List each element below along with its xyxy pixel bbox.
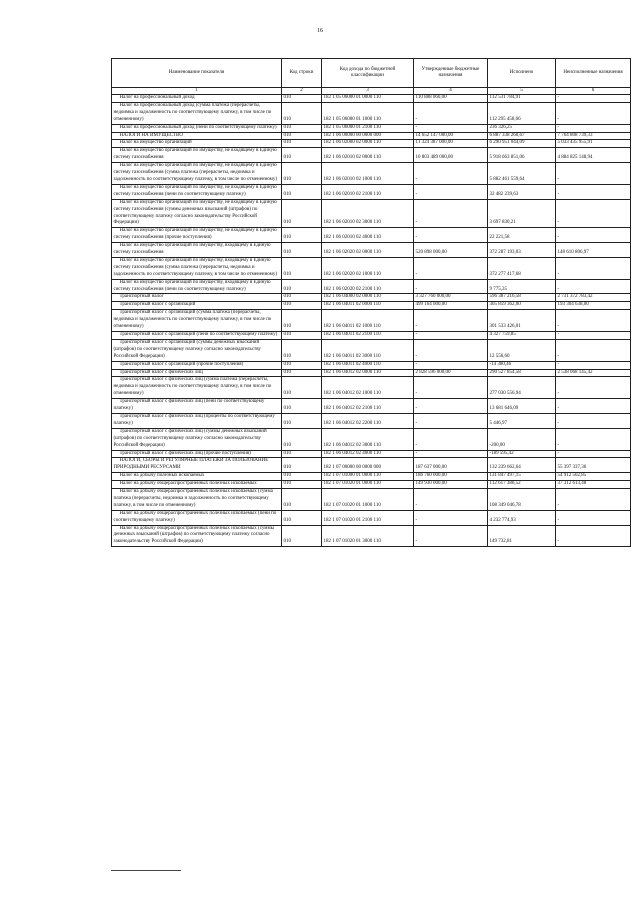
row-remaining: - [556, 450, 631, 458]
row-name: НАЛОГИ НА ИМУЩЕСТВО [112, 132, 282, 140]
row-approved: - [414, 102, 488, 124]
row-name: Налог на добычу общераспространенных полезных ископаемых (пени по соответствующему платежу) [112, 510, 282, 525]
row-line-code: 010 [282, 243, 322, 258]
row-remaining: - [556, 377, 631, 399]
header-executed: Исполнено [488, 59, 556, 88]
row-line-code: 010 [282, 184, 322, 199]
row-remaining: - [556, 184, 631, 199]
row-line-code: 010 [282, 228, 322, 243]
row-approved: - [414, 163, 488, 185]
row-income-code: 182 1 06 04012 02 2100 110 [322, 399, 414, 414]
row-executed: 6 887 338 260,67 [488, 132, 556, 140]
row-income-code: 182 1 07 01000 01 0000 110 [322, 473, 414, 481]
column-number-row [112, 88, 631, 95]
row-approved: - [414, 450, 488, 458]
row-approved: - [414, 257, 488, 279]
row-name: Налог на профессиональный доход (сумма платежа (перерасчеты, недоимка и задолженность по соответствующему платежу, в том числе по отмененному) [112, 102, 282, 124]
row-line-code: 010 [282, 132, 322, 140]
row-approved: - [414, 199, 488, 228]
row-executed: 131 847 497,15 [488, 473, 556, 481]
row-executed: -200,00 [488, 428, 556, 450]
row-remaining: - [556, 310, 631, 332]
row-line-code: 010 [282, 332, 322, 340]
column-number: 3 [322, 88, 414, 95]
row-income-code: 182 1 06 02010 02 0000 110 [322, 148, 414, 163]
row-line-code: 010 [282, 140, 322, 148]
table-row [112, 243, 631, 258]
row-name: Налог на добычу общераспространенных полезных ископаемых (суммы денежных взысканий (штрафов) по соответствующему платежу согласно законодательству Российской Федерации) [112, 525, 282, 547]
table-row [112, 428, 631, 450]
row-income-code: 182 1 06 02020 02 2100 110 [322, 279, 414, 294]
row-line-code: 010 [282, 124, 322, 132]
row-name: Налог на имущество организаций по имуществу, входящему в Единую систему газоснабжения (пени по соответствующему платежу) [112, 279, 282, 294]
row-remaining: - [556, 413, 631, 428]
row-approved: 3 327 760 000,00 [414, 294, 488, 302]
row-executed: 5 882 461 559,64 [488, 163, 556, 185]
row-line-code: 010 [282, 473, 322, 481]
row-remaining: - [556, 163, 631, 185]
row-remaining: - [556, 279, 631, 294]
row-income-code: 182 1 06 02010 02 2100 110 [322, 184, 414, 199]
row-executed: 108 349 046,78 [488, 489, 556, 511]
row-executed: 236 326,25 [488, 124, 556, 132]
row-name: Налог на добычу общераспространенных полезных ископаемых (сумма платежа (перерасчеты, недоимка и задолженность по соответствующему платежу, в том числе по отмененному) [112, 489, 282, 511]
row-income-code: 182 1 06 04000 02 0000 110 [322, 294, 414, 302]
table-row [112, 95, 631, 103]
table-row [112, 310, 631, 332]
table-row [112, 489, 631, 511]
table-row [112, 132, 631, 140]
row-approved: - [414, 399, 488, 414]
row-line-code: 010 [282, 450, 322, 458]
row-executed: 290 527 854,58 [488, 369, 556, 377]
row-line-code: 010 [282, 339, 322, 361]
row-approved: - [414, 413, 488, 428]
row-income-code: 182 1 06 04011 02 0000 110 [322, 302, 414, 310]
row-executed: 4 327 759,85 [488, 332, 556, 340]
row-approved: 11 324 387 000,00 [414, 140, 488, 148]
row-name: Транспортный налог с физических лиц [112, 369, 282, 377]
row-income-code: 182 1 06 04012 02 1000 110 [322, 377, 414, 399]
row-income-code: 182 1 07 01020 01 1000 110 [322, 489, 414, 511]
row-executed: 22 221,58 [488, 228, 556, 243]
row-line-code: 010 [282, 294, 322, 302]
row-approved: - [414, 228, 488, 243]
row-income-code: 182 1 07 01020 01 3000 110 [322, 525, 414, 547]
table-row [112, 184, 631, 199]
row-approved: - [414, 184, 488, 199]
row-income-code: 182 1 05 06000 01 0000 110 [322, 95, 414, 103]
row-remaining: - [556, 95, 631, 103]
row-approved: 499 164 000,00 [414, 302, 488, 310]
row-executed: 112 617 386,52 [488, 481, 556, 489]
table-body [112, 95, 631, 547]
row-name: Транспортный налог с организаций (сумма платежа (перерасчеты, недоимка и задолженность по соответствующему платежу, в том числе по отмененному) [112, 310, 282, 332]
row-name: Транспортный налог [112, 294, 282, 302]
table-row [112, 481, 631, 489]
row-remaining: - [556, 428, 631, 450]
row-approved: - [414, 332, 488, 340]
row-remaining: - [556, 124, 631, 132]
table-row [112, 228, 631, 243]
row-remaining: - [556, 102, 631, 124]
row-line-code: 010 [282, 510, 322, 525]
row-remaining: - [556, 399, 631, 414]
row-remaining: 54 912 502,85 [556, 473, 631, 481]
row-executed: 32 482 239,63 [488, 184, 556, 199]
column-number: 2 [282, 88, 322, 95]
row-line-code: 010 [282, 310, 322, 332]
row-name: Налог на имущество организаций по имуществу, не входящему в Единую систему газоснабжения [112, 148, 282, 163]
table-row [112, 124, 631, 132]
row-remaining: - [556, 489, 631, 511]
row-name: Транспортный налог с физических лиц (пени по соответствующему платежу) [112, 399, 282, 414]
table-row [112, 473, 631, 481]
row-approved: - [414, 361, 488, 369]
row-income-code: 182 1 06 04012 02 3000 110 [322, 428, 414, 450]
row-income-code: 182 1 06 04011 02 2100 110 [322, 332, 414, 340]
page-number: 16 [317, 28, 323, 34]
row-line-code: 010 [282, 481, 322, 489]
row-remaining: 2 731 372 783,42 [556, 294, 631, 302]
row-executed: 149 732,81 [488, 525, 556, 547]
row-name: Транспортный налог с физических лиц (сумма платежа (перерасчеты, недоимка и задолженность по соответствующему платежу, в том числе по отмененному) [112, 377, 282, 399]
row-executed: 9 775,35 [488, 279, 556, 294]
row-remaining: 5 033 435 955,91 [556, 140, 631, 148]
row-income-code: 182 1 05 06000 01 1000 110 [322, 102, 414, 124]
row-executed: 372 287 193,03 [488, 243, 556, 258]
row-name: Транспортный налог с физических лиц (проценты по соответствующему платежу) [112, 413, 282, 428]
row-executed: 301 533 426,01 [488, 310, 556, 332]
row-name: Налог на имущество организаций по имуществу, не входящему в Единую систему газоснабжения (пени по соответствующему платежу) [112, 184, 282, 199]
table-row [112, 148, 631, 163]
row-remaining: - [556, 228, 631, 243]
table-row [112, 413, 631, 428]
row-approved: - [414, 510, 488, 525]
row-income-code: 182 1 06 02020 02 0000 110 [322, 243, 414, 258]
row-approved: 187 637 000,00 [414, 458, 488, 473]
table-row [112, 339, 631, 361]
row-remaining: 193 304 638,00 [556, 302, 631, 310]
row-executed: 5 446,97 [488, 413, 556, 428]
table-row [112, 294, 631, 302]
row-approved: - [414, 428, 488, 450]
table-row [112, 163, 631, 185]
row-name: Налог на имущество организаций по имуществу, входящему в Единую систему газоснабжения [112, 243, 282, 258]
row-remaining: 148 610 806,97 [556, 243, 631, 258]
row-line-code: 010 [282, 148, 322, 163]
row-approved: - [414, 339, 488, 361]
income-report-table [111, 58, 631, 547]
row-approved: 149 930 000,00 [414, 481, 488, 489]
row-line-code: 010 [282, 489, 322, 511]
table-row [112, 510, 631, 525]
row-executed: -189 595,42 [488, 450, 556, 458]
row-approved: 2 828 596 000,00 [414, 369, 488, 377]
row-executed: 12 556,60 [488, 339, 556, 361]
row-income-code: 182 1 06 04011 02 3000 110 [322, 339, 414, 361]
row-line-code: 010 [282, 413, 322, 428]
table-row [112, 302, 631, 310]
row-line-code: 010 [282, 361, 322, 369]
table-row [112, 257, 631, 279]
row-income-code: 182 1 06 04012 02 0000 110 [322, 369, 414, 377]
row-approved: - [414, 124, 488, 132]
row-approved: 186 760 000,00 [414, 473, 488, 481]
row-remaining: - [556, 332, 631, 340]
row-approved: 110 888 060,00 [414, 95, 488, 103]
row-executed: 5 918 663 851,06 [488, 148, 556, 163]
row-line-code: 010 [282, 428, 322, 450]
row-income-code: 182 1 06 04012 02 2200 110 [322, 413, 414, 428]
row-income-code: 182 1 07 01020 01 0000 110 [322, 481, 414, 489]
row-name: Налог на профессиональный доход [112, 95, 282, 103]
row-executed: 3 697 830,21 [488, 199, 556, 228]
row-remaining: 4 884 825 148,94 [556, 148, 631, 163]
row-income-code: 182 1 07 01020 01 2100 110 [322, 510, 414, 525]
row-remaining: 37 312 613,48 [556, 481, 631, 489]
row-name: Транспортный налог с физических лиц (суммы денежных взысканий (штрафов) по соответствующему платежу согласно законодательству Российской Федерации) [112, 428, 282, 450]
row-line-code: 010 [282, 199, 322, 228]
row-remaining: 7 764 808 739,33 [556, 132, 631, 140]
row-remaining: - [556, 339, 631, 361]
row-approved: - [414, 279, 488, 294]
row-line-code: 010 [282, 458, 322, 473]
row-name: Налог на имущество организаций по имуществу, не входящему в Единую систему газоснабжения (суммы денежных взысканий (штрафов) по соответствующему платежу согласно законодательству Российской Федерации) [112, 199, 282, 228]
table-header-row [112, 59, 631, 88]
row-income-code: 182 1 06 04011 02 4000 110 [322, 361, 414, 369]
row-line-code: 010 [282, 279, 322, 294]
row-approved: - [414, 525, 488, 547]
header-indicator-name: Наименование показателя [112, 59, 282, 88]
row-remaining: - [556, 525, 631, 547]
table-row [112, 369, 631, 377]
row-income-code: 182 1 06 04012 02 4000 110 [322, 450, 414, 458]
row-name: Налог на имущество организаций по имуществу, входящему в Единую систему газоснабжения (сумма платежа (перерасчеты, недоимка и задолженность по соответствующему платежу, в том числе по отмененному) [112, 257, 282, 279]
table-row [112, 199, 631, 228]
row-executed: 132 239 662,64 [488, 458, 556, 473]
row-remaining: - [556, 361, 631, 369]
row-approved: - [414, 310, 488, 332]
row-name: Налог на имущество организаций по имуществу, не входящему в Единую систему газоснабжения (прочие поступления) [112, 228, 282, 243]
row-income-code: 182 1 06 02010 02 4000 110 [322, 228, 414, 243]
column-number: 5 [488, 88, 556, 95]
table-row [112, 140, 631, 148]
row-executed: 112 531 784,91 [488, 95, 556, 103]
row-line-code: 010 [282, 525, 322, 547]
table-row [112, 399, 631, 414]
row-line-code: 010 [282, 102, 322, 124]
row-name: Налог на имущество организаций [112, 140, 282, 148]
row-name: Налог на имущество организаций по имуществу, не входящему в Единую систему газоснабжения (сумма платежа (перерасчеты, недоимка и задолженность по соответствующему платежу, в том числе по отмененному) [112, 163, 282, 185]
column-number: 1 [112, 88, 282, 95]
table-row [112, 525, 631, 547]
row-name: НАЛОГИ, СБОРЫ И РЕГУЛЯРНЫЕ ПЛАТЕЖИ ЗА ПОЛЬЗОВАНИЕ ПРИРОДНЫМИ РЕСУРСАМИ [112, 458, 282, 473]
row-name: Транспортный налог с организаций (суммы денежных взысканий (штрафов) по соответствующему платежу согласно законодательству Российской Федерации) [112, 339, 282, 361]
row-line-code: 010 [282, 257, 322, 279]
row-executed: -14 380,46 [488, 361, 556, 369]
table-row [112, 279, 631, 294]
row-income-code: 182 1 06 02000 02 0000 110 [322, 140, 414, 148]
column-number: 6 [556, 88, 631, 95]
row-executed: 277 030 556,94 [488, 377, 556, 399]
table-row [112, 450, 631, 458]
row-executed: 13 681 646,09 [488, 399, 556, 414]
row-executed: 372 277 417,68 [488, 257, 556, 279]
row-remaining: - [556, 199, 631, 228]
row-line-code: 010 [282, 369, 322, 377]
header-income-code: Код дохода по бюджетной классификации [322, 59, 414, 88]
header-line-code: Код строки [282, 59, 322, 88]
row-approved: - [414, 489, 488, 511]
row-approved: 10 803 489 000,00 [414, 148, 488, 163]
row-executed: 596 387 216,58 [488, 294, 556, 302]
row-remaining: 55 397 337,36 [556, 458, 631, 473]
table-row [112, 377, 631, 399]
table-row [112, 458, 631, 473]
row-approved: 14 652 147 000,00 [414, 132, 488, 140]
table-row [112, 332, 631, 340]
row-name: Налог на профессиональный доход (пени по соответствующему платежу) [112, 124, 282, 132]
footer-rule [111, 870, 181, 871]
table-row [112, 361, 631, 369]
row-name: Транспортный налог с организаций (прочие поступления) [112, 361, 282, 369]
row-executed: 6 290 951 044,09 [488, 140, 556, 148]
row-remaining: - [556, 257, 631, 279]
row-income-code: 182 1 07 00000 00 0000 000 [322, 458, 414, 473]
row-name: Транспортный налог с организаций (пени по соответствующему платежу) [112, 332, 282, 340]
row-remaining: 2 538 068 145,42 [556, 369, 631, 377]
header-approved: Утвержденные бюджетные назначения [414, 59, 488, 88]
header-remaining: Неисполненные назначения [556, 59, 631, 88]
row-income-code: 182 1 06 04011 02 1000 110 [322, 310, 414, 332]
row-income-code: 182 1 05 06000 01 2100 110 [322, 124, 414, 132]
row-executed: 112 295 458,66 [488, 102, 556, 124]
row-income-code: 182 1 06 02010 02 3000 110 [322, 199, 414, 228]
row-approved: - [414, 377, 488, 399]
row-line-code: 010 [282, 399, 322, 414]
row-income-code: 182 1 06 00000 00 0000 000 [322, 132, 414, 140]
column-number: 4 [414, 88, 488, 95]
row-line-code: 010 [282, 377, 322, 399]
row-income-code: 182 1 06 02010 02 1000 110 [322, 163, 414, 185]
row-approved: 520 898 000,00 [414, 243, 488, 258]
row-name: Транспортный налог с физических лиц (прочие поступления) [112, 450, 282, 458]
row-line-code: 010 [282, 163, 322, 185]
row-line-code: 010 [282, 302, 322, 310]
row-name: Налог на добычу полезных ископаемых [112, 473, 282, 481]
row-income-code: 182 1 06 02020 02 1000 110 [322, 257, 414, 279]
row-remaining: - [556, 510, 631, 525]
row-executed: 4 232 774,93 [488, 510, 556, 525]
row-name: Налог на добычу общераспространенных полезных ископаемых [112, 481, 282, 489]
row-line-code: 010 [282, 95, 322, 103]
row-name: Транспортный налог с организаций [112, 302, 282, 310]
row-executed: 305 859 362,00 [488, 302, 556, 310]
table-row [112, 102, 631, 124]
